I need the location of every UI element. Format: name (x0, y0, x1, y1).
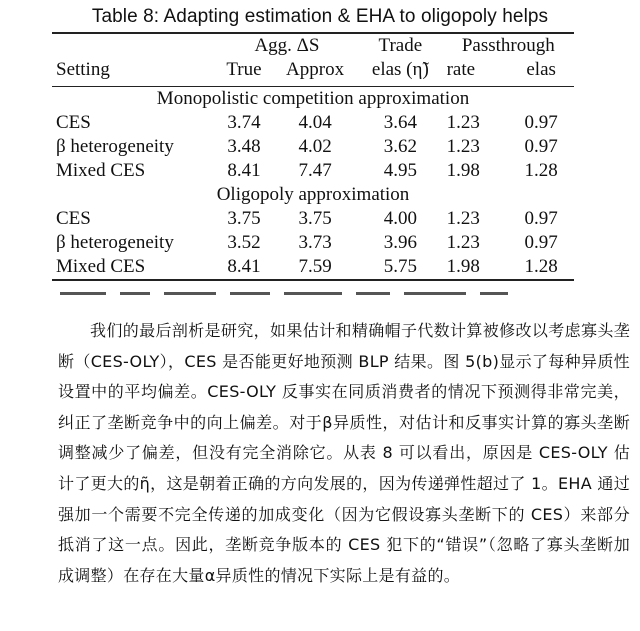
body-paragraph: 我们的最后剖析是研究，如果估计和精确帽子代数计算被修改以考虑寡头垄断（CES-OLY），CES 是否能更好地预测 BLP 结果。图 5(b)显示了每种异质性设置中的平均偏差。CES-OLY 反事实在同质消费者的情况下预测得非常完美，纠正了垄断竞争中的向上偏差。对于β异质性，对估计和反事实计算的寡头垄断调整减少了偏差，但没有完全消除它。从表 8 可以看出，原因是 CES-OLY 估计了更大的η̃，这是朝着正确的方向发展的，因为传递弹性超过了 1。EHA 通过强加一个需要不完全传递的加成变化（因为它假设寡头垄断下的 CES）来部分抵消了这一点。因此，垄断竞争版本的 CES 犯下的“错误”（忽略了寡头垄断加成调整）在存在大量α异质性的情况下实际上是有益的。 (58, 321, 630, 585)
section-row (52, 183, 574, 207)
table-row (52, 231, 574, 255)
header-trade: Trade (378, 35, 423, 56)
cell-elas: 0.97 (524, 112, 558, 133)
section-title-oligopoly: Oligopoly approximation (216, 184, 410, 205)
cell-elas: 1.28 (524, 160, 558, 181)
header-empty (52, 33, 216, 58)
table-row (52, 207, 574, 231)
cell-trade: 3.64 (383, 112, 417, 133)
cell-trade: 4.95 (383, 160, 417, 181)
cell-elas: 0.97 (524, 136, 558, 157)
cell-approx: 4.02 (298, 136, 332, 157)
cell-true: 3.48 (227, 136, 261, 157)
section-row (52, 87, 574, 112)
cell-rate: 1.23 (446, 208, 480, 229)
cell-trade: 4.00 (383, 208, 417, 229)
header-row-1 (52, 33, 574, 58)
table-row (52, 255, 574, 280)
header-passthrough: Passthrough (461, 35, 555, 56)
header-setting: Setting (56, 59, 110, 80)
cell-setting: β heterogeneity (56, 232, 174, 253)
header-rate: rate (446, 59, 476, 80)
cell-setting: β heterogeneity (56, 136, 174, 157)
cell-setting: Mixed CES (56, 160, 146, 181)
cell-rate: 1.98 (446, 256, 480, 277)
cell-true: 3.52 (227, 232, 261, 253)
header-elas: elas (526, 59, 556, 80)
header-true: True (226, 59, 262, 80)
header-row-2 (52, 58, 574, 82)
cell-true: 8.41 (227, 160, 261, 181)
cell-rate: 1.23 (446, 112, 480, 133)
cell-setting: CES (56, 208, 91, 229)
cell-elas: 0.97 (524, 232, 558, 253)
section-title-monopolistic: Monopolistic competition approximation (156, 88, 470, 109)
cell-trade: 5.75 (383, 256, 417, 277)
header-elas-eta: elas (η̃) (371, 59, 429, 80)
cell-approx: 7.59 (298, 256, 332, 277)
cell-approx: 3.73 (298, 232, 332, 253)
cell-trade: 3.62 (383, 136, 417, 157)
header-agg-delta-s: Agg. ΔS (254, 35, 320, 56)
cell-elas: 1.28 (524, 256, 558, 277)
cell-rate: 1.98 (446, 160, 480, 181)
cell-approx: 3.75 (298, 208, 332, 229)
table-row (52, 111, 574, 135)
cell-approx: 7.47 (298, 160, 332, 181)
cell-elas: 0.97 (524, 208, 558, 229)
cell-setting: CES (56, 112, 91, 133)
cell-approx: 4.04 (298, 112, 332, 133)
cell-trade: 3.96 (383, 232, 417, 253)
cropped-text-remnant (60, 292, 570, 298)
table-caption: Table 8: Adapting estimation & EHA to oligopoly helps (91, 6, 549, 27)
cell-rate: 1.23 (446, 136, 480, 157)
results-table (52, 32, 574, 281)
cell-true: 3.74 (227, 112, 261, 133)
cell-rate: 1.23 (446, 232, 480, 253)
cell-true: 8.41 (227, 256, 261, 277)
cell-true: 3.75 (227, 208, 261, 229)
table-row (52, 135, 574, 159)
cell-setting: Mixed CES (56, 256, 146, 277)
table-row (52, 159, 574, 183)
header-approx: Approx (286, 59, 345, 80)
